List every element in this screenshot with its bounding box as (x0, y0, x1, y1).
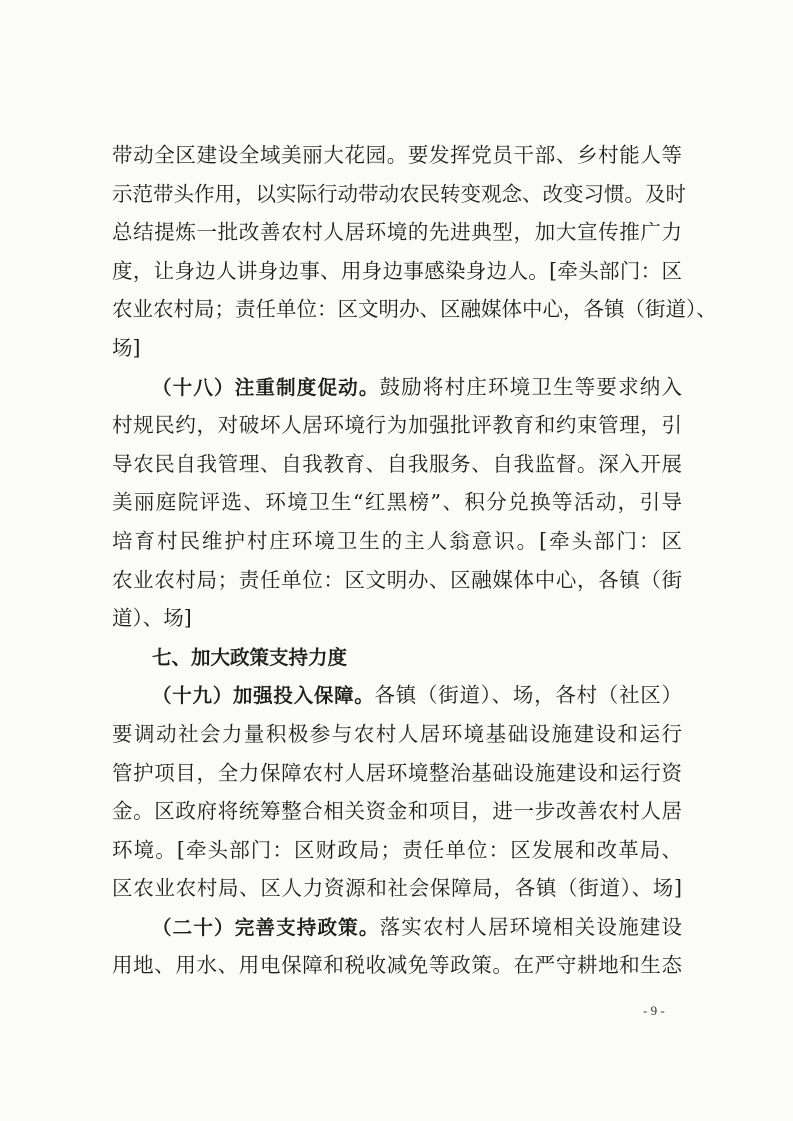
text-span: 鼓励将村庄环境卫生等要求纳入 (379, 374, 682, 399)
text-span: 落实农村人居环境相关设施建设 (379, 914, 682, 939)
text-span: 区农业农村局、区人力资源和社会保障局，各镇（街道）、场] (112, 876, 682, 901)
text-line (112, 483, 682, 522)
text-span: 村规民约，对破坏人居环境行为加强批评教育和约束管理，引 (112, 413, 682, 438)
text-line (112, 175, 686, 214)
text-line (112, 252, 682, 291)
text-line (112, 946, 682, 985)
text-span: 美丽庭院评选、环境卫生“红黑榜”、积分兑换等活动，引导 (112, 490, 682, 515)
text-span: 金。区政府将统筹整合相关资金和项目，进一步改善农村人居 (112, 799, 682, 824)
text-line (112, 561, 682, 600)
text-line (112, 831, 682, 870)
text-span: 示范带头作用，以实际行动带动农民转变观念、改变习惯。及时 (112, 181, 686, 206)
text-span: 导农民自我管理、自我教育、自我服务、自我监督。深入开展 (112, 451, 682, 476)
text-line (112, 908, 682, 947)
text-line (112, 522, 682, 561)
heading-text: （十九）加强投入保障。 (152, 684, 375, 708)
heading-text: 七、加大政策支持力度 (152, 645, 348, 669)
text-span: 用地、用水、用电保障和税收减免等政策。在严守耕地和生态 (112, 953, 682, 978)
text-line (112, 290, 717, 329)
text-span: 农业农村局；责任单位：区文明办、区融媒体中心，各镇（街 (112, 567, 682, 592)
text-span: 管护项目，全力保障农村人居环境整治基础设施建设和运行资 (112, 760, 682, 785)
heading-text: （十八）注重制度促动。 (152, 375, 380, 399)
text-line (112, 676, 682, 715)
text-span: 各镇（街道）、场，各村（社区） (374, 683, 682, 708)
body-text (112, 136, 717, 985)
text-line (112, 792, 682, 831)
text-line (112, 445, 682, 484)
text-span: 场] (112, 335, 141, 360)
text-span: 环境。[牵头部门：区财政局；责任单位：区发展和改革局、 (112, 837, 682, 862)
text-line (112, 638, 682, 677)
text-span: 总结提炼一批改善农村人居环境的先进典型，加大宣传推广力 (112, 220, 682, 245)
text-line (112, 715, 682, 754)
text-span: 要调动社会力量积极参与农村人居环境基础设施建设和运行 (112, 721, 682, 746)
text-line (112, 754, 682, 793)
text-span: 农业农村局；责任单位：区文明办、区融媒体中心，各镇（街道）、 (112, 297, 717, 322)
heading-text: （二十）完善支持政策。 (152, 915, 380, 939)
text-line (112, 599, 682, 638)
text-line (112, 869, 682, 908)
text-line (112, 213, 682, 252)
text-span: 培育村民维护村庄环境卫生的主人翁意识。[牵头部门：区 (112, 528, 682, 553)
text-line (112, 136, 682, 175)
text-span: 度，让身边人讲身边事、用身边事感染身边人。[牵头部门：区 (112, 258, 682, 283)
text-line (112, 329, 682, 368)
text-line (112, 368, 682, 407)
text-span: 道）、场] (112, 606, 192, 631)
page-number: - 9 - (643, 1003, 665, 1018)
text-line (112, 406, 682, 445)
text-span: 带动全区建设全域美丽大花园。要发挥党员干部、乡村能人等 (112, 143, 682, 167)
